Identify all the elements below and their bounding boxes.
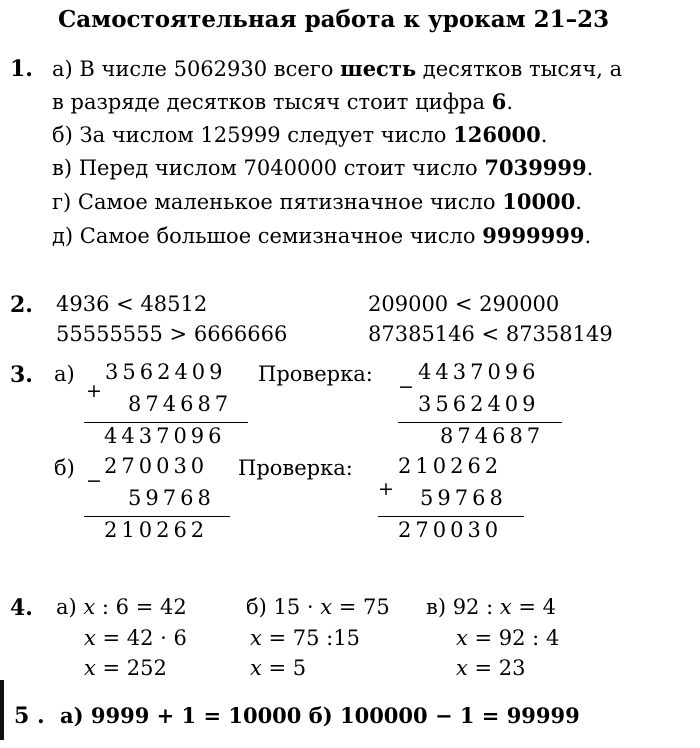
- text: б) 15 ·: [246, 595, 321, 619]
- minus-sign: −: [86, 470, 102, 492]
- page-title: Самостоятельная работа к урокам 21–23: [58, 6, 610, 33]
- variable: x: [84, 626, 96, 650]
- variable: x: [320, 595, 333, 619]
- plus-sign: +: [86, 380, 102, 402]
- sum-line: [84, 516, 230, 517]
- operand: 270030: [104, 454, 209, 478]
- variable: x: [456, 626, 468, 650]
- text: : 6 = 42: [95, 595, 187, 619]
- operand: 874687: [128, 392, 233, 416]
- task-1-line-g: [52, 189, 582, 214]
- text: = 5: [261, 656, 307, 680]
- variable: x: [250, 656, 262, 680]
- operand: 210262: [398, 454, 503, 478]
- comparison: 4936 < 48512: [56, 292, 208, 316]
- task-1-line-b: [52, 122, 547, 147]
- sub-label: б): [54, 456, 75, 480]
- text: = 4: [511, 595, 556, 619]
- task-5-text: а) 9999 + 1 = 10000 б) 100000 − 1 = 99999: [60, 703, 580, 728]
- equation: [426, 595, 556, 619]
- text: .: [506, 90, 513, 114]
- text: = 75: [332, 595, 390, 619]
- task-1-line-v: [52, 155, 593, 180]
- operand: 3562409: [105, 360, 227, 384]
- result: 874687: [440, 424, 545, 448]
- task-number: 5 .: [14, 703, 45, 729]
- text: в) 92 :: [426, 595, 500, 619]
- answer: 10000: [502, 189, 576, 214]
- text: = 92 : 4: [467, 626, 560, 650]
- text: = 252: [95, 656, 167, 680]
- comparison: 55555555 > 6666666: [56, 322, 288, 346]
- text: = 23: [467, 656, 526, 680]
- answer: 9999999: [482, 223, 585, 248]
- task-number: 2.: [10, 292, 33, 318]
- answer: 126000: [453, 122, 541, 147]
- equation: [56, 595, 187, 619]
- variable: x: [84, 656, 96, 680]
- text: б) За числом 125999 следует число: [52, 123, 454, 147]
- result: 4437096: [104, 424, 226, 448]
- text: в) Перед числом 7040000 стоит число: [52, 156, 485, 180]
- text: г) Самое маленькое пятизначное число: [52, 190, 503, 214]
- text: = 42 · 6: [95, 626, 187, 650]
- answer: шесть: [340, 56, 417, 81]
- result: 270030: [398, 518, 503, 542]
- sum-line: [398, 422, 562, 423]
- task-number: 4.: [10, 595, 33, 621]
- variable: x: [456, 656, 468, 680]
- equation: [456, 626, 559, 650]
- check-label: Проверка:: [238, 456, 353, 480]
- text: .: [575, 190, 582, 214]
- check-label: Проверка:: [258, 362, 373, 386]
- sum-line: [84, 422, 248, 423]
- operand: 3562409: [418, 392, 540, 416]
- equation: [250, 656, 306, 680]
- text: в разряде десятков тысяч стоит цифра: [52, 90, 492, 114]
- equation: [84, 626, 187, 650]
- text: а): [56, 595, 84, 619]
- text: д) Самое большое семизначное число: [52, 224, 483, 248]
- variable: x: [499, 595, 512, 619]
- text: .: [586, 156, 594, 180]
- operand: 4437096: [418, 360, 540, 384]
- operand: 59768: [420, 486, 507, 510]
- equation: [250, 626, 360, 650]
- task-number: 3.: [10, 362, 33, 388]
- answer: 7039999: [484, 155, 587, 180]
- text: .: [584, 224, 592, 248]
- variable: x: [83, 595, 96, 619]
- answer: 6: [491, 89, 507, 114]
- text: а) В числе 5062930 всего: [52, 57, 341, 81]
- operand: 59768: [128, 486, 215, 510]
- task-1-line-a2: [52, 89, 513, 114]
- task-1-line-a1: [52, 56, 622, 81]
- variable: x: [250, 626, 262, 650]
- margin-bar: [0, 680, 4, 740]
- comparison: 209000 < 290000: [368, 292, 560, 316]
- task-1-line-d: [52, 223, 591, 248]
- equation: [84, 656, 167, 680]
- sum-line: [378, 516, 524, 517]
- comparison: 87385146 < 87358149: [368, 322, 613, 346]
- result: 210262: [104, 518, 209, 542]
- equation: [456, 656, 526, 680]
- text: десятков тысяч, а: [416, 57, 623, 81]
- sub-label: а): [54, 362, 75, 386]
- text: = 75 :15: [261, 626, 360, 650]
- equation: [246, 595, 390, 619]
- text: .: [540, 123, 548, 147]
- task-number: 1.: [10, 56, 33, 82]
- plus-sign: +: [378, 478, 394, 500]
- minus-sign: −: [398, 376, 414, 398]
